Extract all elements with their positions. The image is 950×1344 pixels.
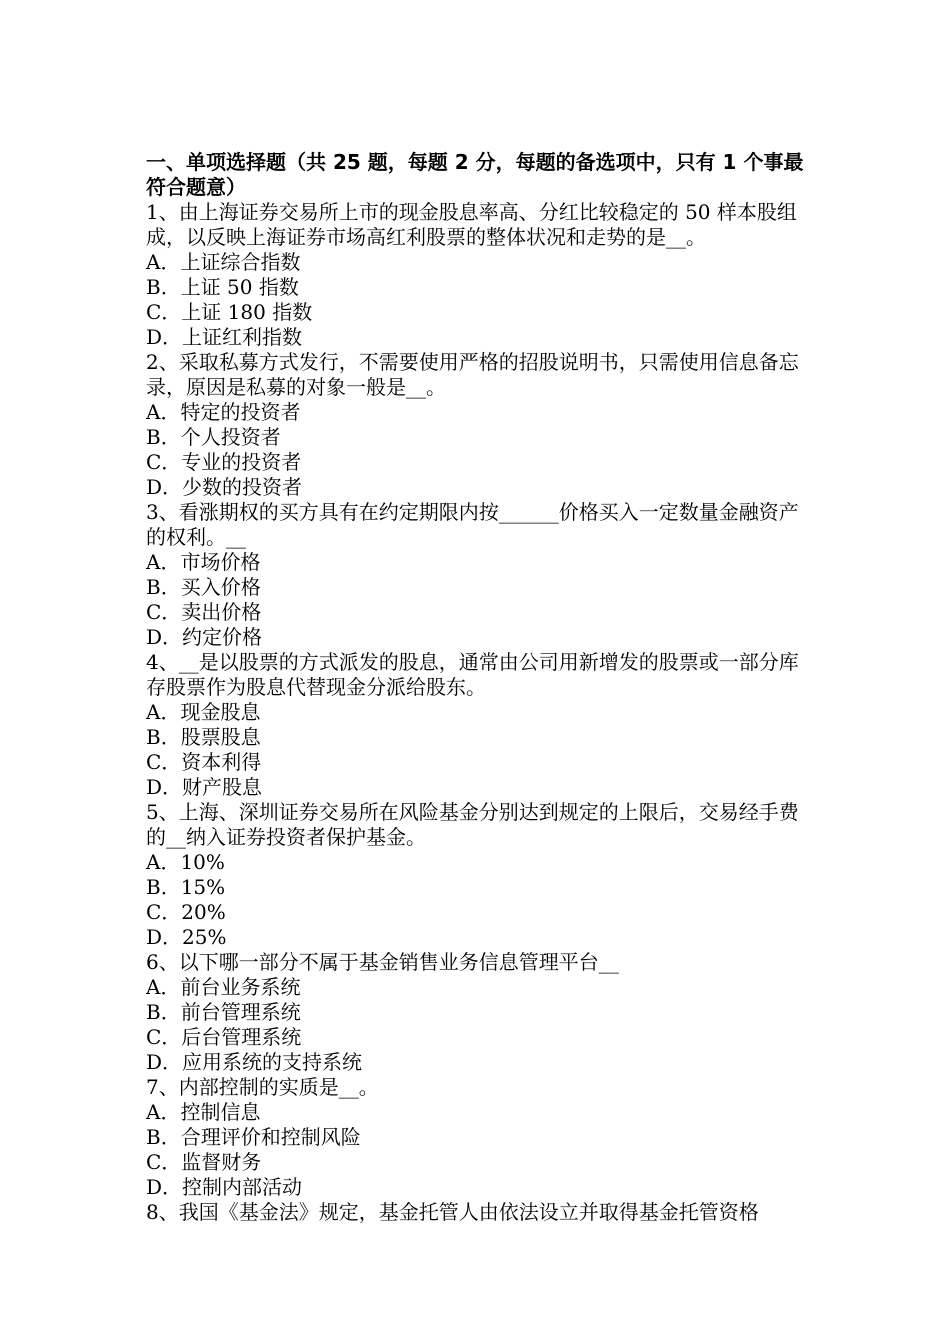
option-b: B．个人投资者	[146, 425, 281, 449]
option-b: B．上证 50 指数	[146, 275, 299, 299]
question-text: 4、__是以股票的方式派发的股息，通常由公司用新增发的股票或一部分库存股票作为股息代替现金分派给股东。	[146, 650, 799, 699]
option-c: C．20%	[146, 900, 226, 924]
option-c: C．后台管理系统	[146, 1025, 302, 1049]
question-1	[146, 200, 810, 350]
question-7	[146, 1075, 810, 1200]
option-b: B．前台管理系统	[146, 1000, 301, 1024]
option-d: D．上证红利指数	[146, 325, 303, 349]
question-8	[146, 1200, 810, 1225]
question-5	[146, 800, 810, 950]
option-c: C．专业的投资者	[146, 450, 302, 474]
option-a: A．现金股息	[146, 700, 261, 724]
option-b: B．买入价格	[146, 575, 261, 599]
option-c: C．上证 180 指数	[146, 300, 313, 324]
option-d: D．应用系统的支持系统	[146, 1050, 363, 1074]
question-text: 1、由上海证券交易所上市的现金股息率高、分红比较稳定的 50 样本股组成，以反映上海证券市场高红利股票的整体状况和走势的是__。	[146, 200, 797, 249]
option-a: A．特定的投资者	[146, 400, 301, 424]
question-text: 8、我国《基金法》规定，基金托管人由依法设立并取得基金托管资格	[146, 1200, 759, 1224]
question-text: 3、看涨期权的买方具有在约定期限内按______价格买入一定数量金融资产的权利。__	[146, 500, 799, 549]
question-6	[146, 950, 810, 1075]
option-d: D．财产股息	[146, 775, 263, 799]
question-text: 6、以下哪一部分不属于基金销售业务信息管理平台__	[146, 950, 619, 974]
question-text: 5、上海、深圳证券交易所在风险基金分别达到规定的上限后，交易经手费的__纳入证券投资者保护基金。	[146, 800, 799, 849]
option-b: B．股票股息	[146, 725, 261, 749]
question-2	[146, 350, 810, 500]
question-3	[146, 500, 810, 650]
option-a: A．10%	[146, 850, 225, 874]
option-a: A．控制信息	[146, 1100, 261, 1124]
option-d: D．控制内部活动	[146, 1175, 303, 1199]
question-text: 2、采取私募方式发行，不需要使用严格的招股说明书，只需使用信息备忘录，原因是私募的对象一般是__。	[146, 350, 799, 399]
option-c: C．卖出价格	[146, 600, 262, 624]
option-d: D．少数的投资者	[146, 475, 303, 499]
question-text: 7、内部控制的实质是__。	[146, 1075, 379, 1099]
document-page	[146, 150, 810, 1225]
option-a: A．市场价格	[146, 550, 261, 574]
section-heading: 一、单项选择题（共 25 题，每题 2 分，每题的备选项中，只有 1 个事最符合题意）	[146, 150, 804, 199]
option-b: B．合理评价和控制风险	[146, 1125, 361, 1149]
option-b: B．15%	[146, 875, 226, 899]
question-4	[146, 650, 810, 800]
option-c: C．资本利得	[146, 750, 262, 774]
option-d: D．25%	[146, 925, 227, 949]
option-a: A．前台业务系统	[146, 975, 301, 999]
option-c: C．监督财务	[146, 1150, 262, 1174]
option-a: A．上证综合指数	[146, 250, 301, 274]
option-d: D．约定价格	[146, 625, 263, 649]
